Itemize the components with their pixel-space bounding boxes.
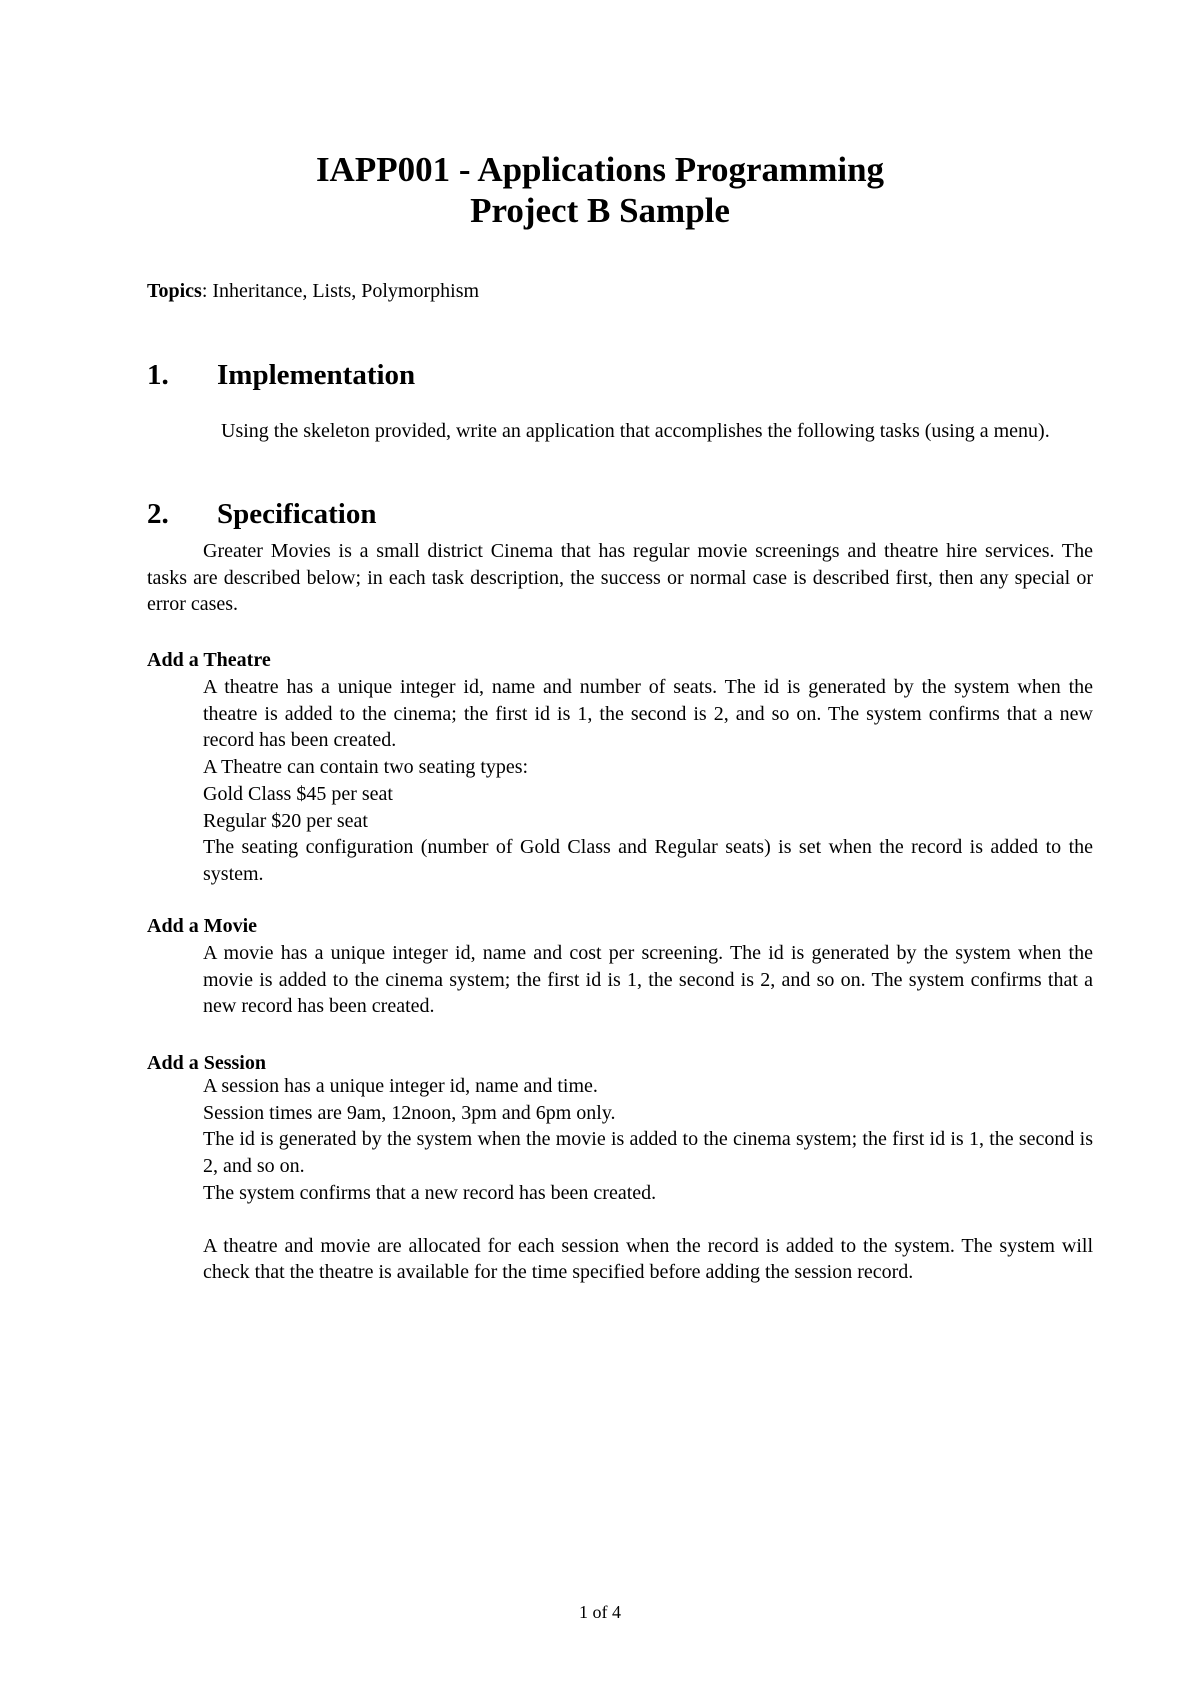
add-theatre-regular: Regular $20 per seat xyxy=(203,809,368,832)
add-session-block xyxy=(203,1073,1093,1286)
section-2-heading xyxy=(147,497,377,531)
page-number: 1 of 4 xyxy=(579,1602,621,1622)
topics-line xyxy=(147,278,479,304)
section-1-body: Using the skeleton provided, write an application that accomplishes the following tasks (using a menu). xyxy=(221,420,1050,442)
section-1-number: 1. xyxy=(147,359,169,391)
add-session-confirm-line: The system confirms that a new record has been created. xyxy=(203,1181,657,1204)
add-theatre-heading: Add a Theatre xyxy=(147,649,271,671)
add-movie-heading: Add a Movie xyxy=(147,915,257,937)
add-theatre-configuration: The seating configuration (number of Gold Class and Regular seats) is set when the record is added to the system. xyxy=(203,836,1093,885)
add-session-heading: Add a Session xyxy=(147,1052,266,1074)
section-2-number: 2. xyxy=(147,498,169,530)
section-1-heading xyxy=(147,358,415,392)
add-theatre-block xyxy=(203,674,1093,888)
document-subtitle: Project B Sample xyxy=(470,191,730,230)
add-session-paragraph: The id is generated by the system when the movie is added to the cinema system; the first id is 1, the second is 2, and so on. xyxy=(203,1128,1093,1178)
topics-label: Topics xyxy=(147,280,202,302)
add-movie-paragraph: A movie has a unique integer id, name and cost per screening. The id is generated by the system when the movie is added to the cinema system; the first id is 1, the second is 2, and so on. The system confirms that a new record has been created. xyxy=(203,942,1093,1018)
add-session-allocation-paragraph: A theatre and movie are allocated for each session when the record is added to the system. The system will check that the theatre is available for the time specified before adding the session record. xyxy=(203,1234,1093,1284)
section-1-title: Implementation xyxy=(217,359,416,391)
add-movie-block xyxy=(203,940,1093,1020)
add-theatre-paragraph: A theatre has a unique integer id, name and number of seats. The id is generated by the system when the theatre is added to the cinema; the first id is 1, the second is 2, and so on. The system confirms that a new record has been created. xyxy=(203,676,1093,752)
topics-text: : Inheritance, Lists, Polymorphism xyxy=(201,280,480,302)
add-theatre-seating-types: A Theatre can contain two seating types: xyxy=(203,756,529,779)
add-session-id-line: A session has a unique integer id, name and time. xyxy=(203,1075,598,1097)
document-title: IAPP001 - Applications Programming xyxy=(315,150,885,189)
section-2-body: Greater Movies is a small district Cinema that has regular movie screenings and theatre hire services. The tasks are described below; in each task description, the success or normal case is described first, then any special or error cases. xyxy=(147,540,1093,615)
add-session-times-line: Session times are 9am, 12noon, 3pm and 6pm only. xyxy=(203,1101,616,1124)
section-2-title: Specification xyxy=(217,498,377,530)
add-theatre-gold-class: Gold Class $45 per seat xyxy=(203,782,393,805)
